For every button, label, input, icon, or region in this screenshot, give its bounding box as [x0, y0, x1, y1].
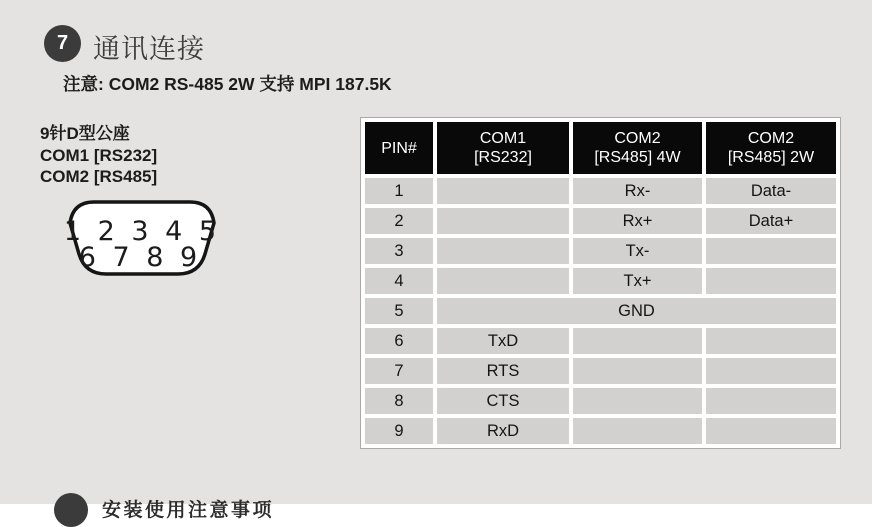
- pin-cell: 5: [365, 298, 433, 324]
- com2-2w-cell: [706, 328, 836, 354]
- com1-cell: RxD: [437, 418, 569, 444]
- com2-4w-cell: [573, 418, 702, 444]
- pin-cell: 7: [365, 358, 433, 384]
- pin-cell: 9: [365, 418, 433, 444]
- section-title: 通讯连接: [93, 34, 205, 64]
- com1-cell: RTS: [437, 358, 569, 384]
- com2-2w-cell: [706, 418, 836, 444]
- next-section-title: 安装使用注意事项: [102, 500, 275, 521]
- section-note: 注意: COM2 RS-485 2W 支持 MPI 187.5K: [63, 74, 392, 94]
- col-header-com2-rs485-4w: COM2 [RS485] 4W: [573, 122, 702, 174]
- com2-2w-cell: [706, 268, 836, 294]
- col-header-pin: PIN#: [365, 122, 433, 174]
- d-sub-connector-diagram: [58, 197, 226, 279]
- connector-label-line3: COM2 [RS485]: [40, 167, 158, 186]
- pin-table: [365, 122, 836, 444]
- connector-pins-bottom-row: 6 7 8 9: [78, 242, 202, 273]
- pin-cell: 8: [365, 388, 433, 414]
- com1-cell: [437, 208, 569, 234]
- com2-2w-cell: Data+: [706, 208, 836, 234]
- pin-cell: 4: [365, 268, 433, 294]
- com2-4w-cell: Rx+: [573, 208, 702, 234]
- pin-table-panel: [360, 117, 841, 449]
- pin-cell: 2: [365, 208, 433, 234]
- pin-cell: 3: [365, 238, 433, 264]
- pin-cell: 6: [365, 328, 433, 354]
- com2-2w-cell: Data-: [706, 178, 836, 204]
- com2-4w-cell: Tx-: [573, 238, 702, 264]
- pin-cell: 1: [365, 178, 433, 204]
- com1-cell: CTS: [437, 388, 569, 414]
- com2-4w-cell: Tx+: [573, 268, 702, 294]
- com2-4w-cell: [573, 328, 702, 354]
- gnd-merged-cell: GND: [437, 298, 836, 324]
- connector-pins-top-row: 1 2 3 4 5: [63, 216, 221, 247]
- connector-label-block: [40, 123, 157, 188]
- col-header-com1-rs232: COM1 [RS232]: [437, 122, 569, 174]
- com2-4w-cell: [573, 388, 702, 414]
- section-number: 7: [56, 32, 69, 54]
- com2-4w-cell: [573, 358, 702, 384]
- section-number-badge: [44, 25, 81, 62]
- connector-label-line1: 9针D型公座: [40, 124, 130, 143]
- com1-cell: [437, 268, 569, 294]
- next-section-number-badge: [54, 493, 88, 527]
- com1-cell: [437, 178, 569, 204]
- com2-4w-cell: Rx-: [573, 178, 702, 204]
- com2-2w-cell: [706, 238, 836, 264]
- com2-2w-cell: [706, 358, 836, 384]
- com1-cell: TxD: [437, 328, 569, 354]
- connector-label-line2: COM1 [RS232]: [40, 145, 158, 165]
- col-header-com2-rs485-2w: COM2 [RS485] 2W: [706, 122, 836, 174]
- com2-2w-cell: [706, 388, 836, 414]
- com1-cell: [437, 238, 569, 264]
